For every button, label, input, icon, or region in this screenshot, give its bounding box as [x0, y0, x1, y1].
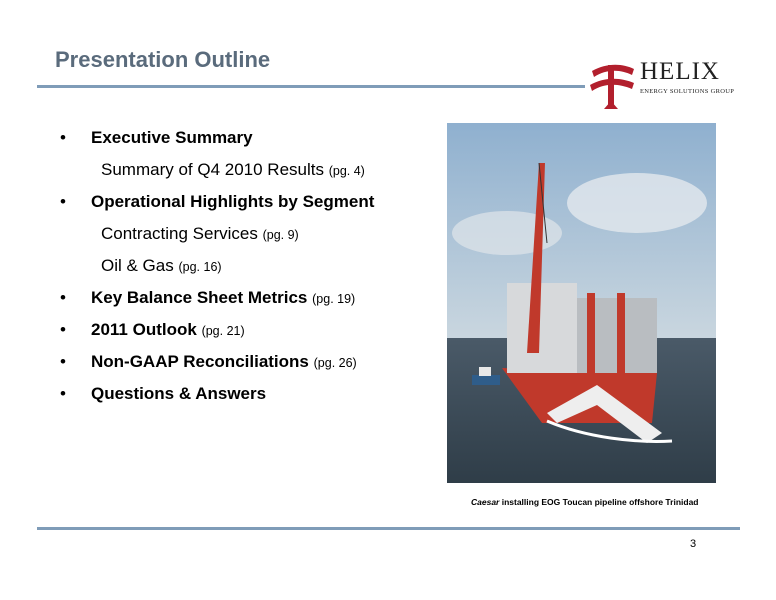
page-reference: (pg. 9) — [262, 228, 299, 242]
outline-item — [60, 288, 430, 320]
caption-text: installing EOG Toucan pipeline offshore Trinidad — [499, 497, 699, 507]
bullet-icon: • — [60, 128, 66, 147]
logo-tagline: ENERGY SOLUTIONS GROUP — [640, 88, 735, 95]
outline-subitem — [60, 256, 430, 288]
outline-item — [60, 320, 430, 352]
outline-text — [91, 384, 266, 404]
outline-subitem — [60, 224, 430, 256]
page-number: 3 — [690, 538, 697, 550]
outline-text — [101, 256, 222, 277]
page-title: Presentation Outline — [55, 47, 271, 72]
outline-label: Oil & Gas — [101, 256, 174, 275]
outline-text — [91, 288, 355, 309]
page-reference: (pg. 19) — [312, 292, 356, 306]
outline-text — [101, 224, 299, 245]
outline-label: Questions & Answers — [91, 384, 267, 403]
outline-label: Summary of Q4 2010 Results — [101, 160, 324, 179]
outline-subitem — [60, 160, 430, 192]
footer-divider — [37, 527, 740, 530]
title-divider — [37, 85, 585, 88]
outline-label: Key Balance Sheet Metrics — [91, 288, 308, 307]
outline-text — [91, 192, 374, 212]
outline-text — [91, 128, 253, 148]
bullet-icon: • — [60, 192, 66, 211]
outline-item — [60, 352, 430, 384]
outline-label: 2011 Outlook — [91, 320, 197, 339]
outline-item — [60, 192, 430, 224]
outline-label: Contracting Services — [101, 224, 258, 243]
outline-label: Operational Highlights by Segment — [91, 192, 375, 211]
outline-text — [101, 160, 365, 181]
page-reference: (pg. 26) — [313, 356, 357, 370]
outline-label: Executive Summary — [91, 128, 253, 147]
bullet-icon: • — [60, 288, 66, 307]
page-reference: (pg. 16) — [178, 260, 222, 274]
bullet-icon: • — [60, 352, 66, 371]
bullet-icon: • — [60, 384, 66, 403]
outline-item — [60, 128, 430, 160]
outline-label: Non-GAAP Reconciliations — [91, 352, 309, 371]
outline-item — [60, 384, 430, 416]
outline-list — [60, 128, 430, 416]
photo-caption — [471, 497, 699, 507]
caption-vessel: Caesar — [471, 497, 500, 507]
page-reference: (pg. 4) — [328, 164, 365, 178]
outline-text — [91, 320, 245, 341]
page-reference: (pg. 21) — [201, 324, 245, 338]
outline-text — [91, 352, 357, 373]
logo-name: HELIX — [640, 58, 720, 85]
bullet-icon: • — [60, 320, 66, 339]
vessel-photo — [447, 123, 716, 483]
